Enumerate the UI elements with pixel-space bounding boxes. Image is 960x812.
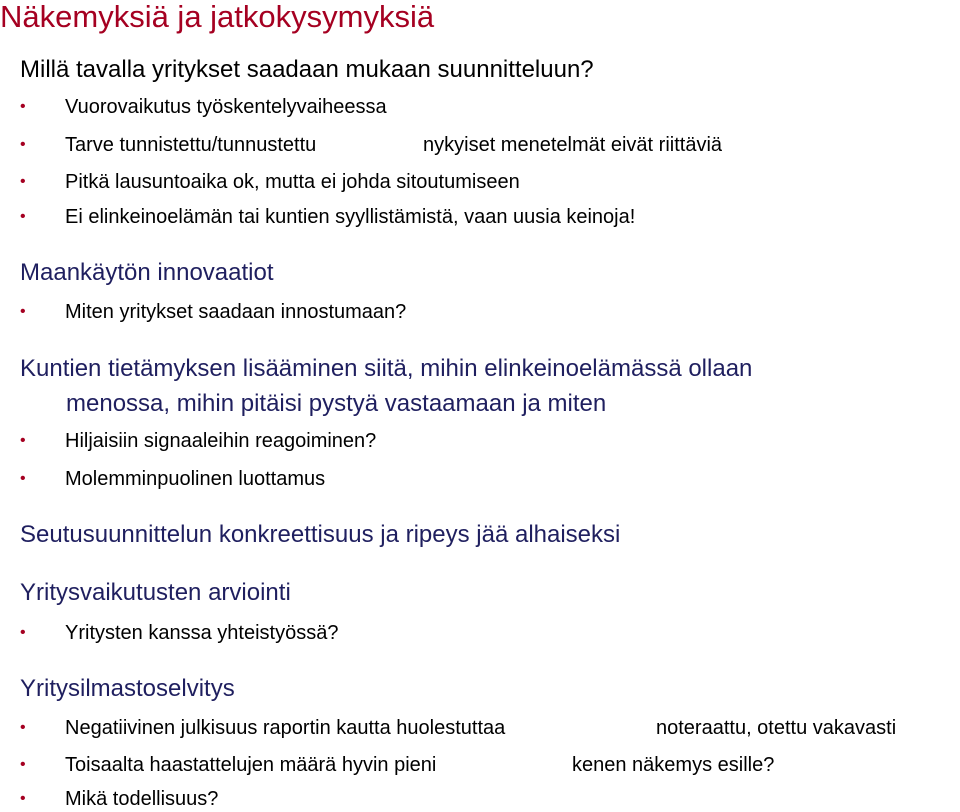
bullet-icon: •: [20, 756, 26, 773]
list-item-text: Miten yritykset saadaan innostumaan?: [65, 301, 407, 323]
bullet-icon: •: [20, 173, 26, 190]
list-item-text: Molemminpuolinen luottamus: [65, 468, 326, 490]
list-item-text-secondary: noteraattu, otettu vakavasti: [656, 717, 897, 739]
list-item-text: Yritysten kanssa yhteistyössä?: [65, 622, 339, 644]
list-item-text: Toisaalta haastattelujen määrä hyvin pieni: [65, 754, 437, 776]
bullet-icon: •: [20, 790, 26, 807]
list-item-text: Ei elinkeinoelämän tai kuntien syyllistämistä, vaan uusia keinoja!: [65, 206, 636, 228]
bullet-icon: •: [20, 624, 26, 641]
list-item-text: Mikä todellisuus?: [65, 788, 219, 810]
bullet-icon: •: [20, 432, 26, 449]
list-item-text: Tarve tunnistettu/tunnustettu: [65, 134, 317, 156]
page-title: Näkemyksiä ja jatkokysymyksiä: [0, 0, 435, 34]
list-item-text: Vuorovaikutus työskentelyvaiheessa: [65, 96, 387, 118]
section-heading-knowledge: [20, 354, 752, 419]
section-heading-line: Kuntien tietämyksen lisääminen siitä, mihin elinkeinoelämässä ollaan: [20, 355, 753, 382]
list-item-text: Pitkä lausuntoaika ok, mutta ei johda sitoutumiseen: [65, 171, 520, 193]
list-item-text: Hiljaisiin signaaleihin reagoiminen?: [65, 430, 377, 452]
section-heading-regional-planning: Seutusuunnittelun konkreettisuus ja ripeys jää alhaiseksi: [20, 521, 621, 548]
list-item-text-secondary: nykyiset menetelmät eivät riittäviä: [423, 134, 723, 156]
list-item-text-secondary: kenen näkemys esille?: [572, 754, 775, 776]
bullet-icon: •: [20, 98, 26, 115]
bullet-icon: •: [20, 208, 26, 225]
section-heading-planning: Millä tavalla yritykset saadaan mukaan suunnitteluun?: [20, 56, 594, 83]
section-heading-continuation: menossa, mihin pitäisi pystyä vastaamaan ja miten: [66, 390, 607, 417]
section-heading-land-use: Maankäytön innovaatiot: [20, 259, 274, 286]
bullet-icon: •: [20, 136, 26, 153]
bullet-icon: •: [20, 719, 26, 736]
list-item-text: Negatiivinen julkisuus raportin kautta huolestuttaa: [65, 717, 506, 739]
bullet-icon: •: [20, 470, 26, 487]
section-heading-business-climate: Yritysilmastoselvitys: [20, 675, 235, 702]
bullet-icon: •: [20, 303, 26, 320]
section-heading-impact-assessment: Yritysvaikutusten arviointi: [20, 579, 291, 606]
